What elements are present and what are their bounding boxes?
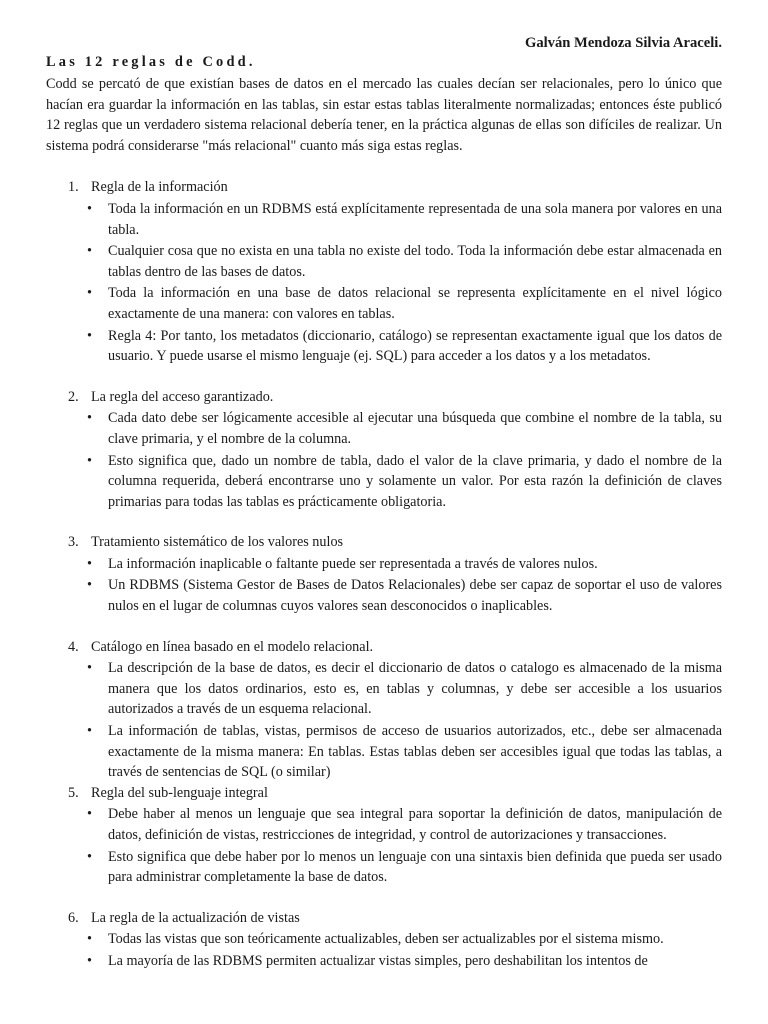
- rule-section: [46, 637, 722, 783]
- bullet-icon: •: [87, 952, 92, 969]
- bullet-icon: •: [87, 243, 92, 260]
- rule-title: Regla de la información: [91, 179, 228, 196]
- rule-heading: [46, 783, 722, 804]
- rule-section: [46, 177, 722, 366]
- rule-heading: [46, 637, 722, 658]
- rule-number: 3.: [68, 534, 79, 551]
- rule-heading: [46, 532, 722, 553]
- rule-number: 1.: [68, 179, 79, 196]
- bullet-text: Esto significa que debe haber por lo menos un lenguaje con una sintaxis bien definida que pueda ser usado para administrar completamente la base de datos.: [108, 848, 722, 886]
- list-item: [46, 575, 722, 616]
- bullet-icon: •: [87, 723, 92, 740]
- bullet-list: [46, 658, 722, 783]
- bullet-icon: •: [87, 577, 92, 594]
- bullet-text: Toda la información en una base de datos relacional se representa explícitamente en el nivel lógico exactamente de una manera: con valores en tablas.: [108, 285, 722, 322]
- rule-title: La regla del acceso garantizado.: [91, 388, 274, 405]
- bullet-text: Regla 4: Por tanto, los metadatos (diccionario, catálogo) se representan exactamente igual que los datos de usuario. Y puede usarse el mismo lenguaje (ej. SQL) para acceder a los datos y a los metadatos.: [108, 327, 722, 365]
- bullet-icon: •: [87, 555, 92, 572]
- list-item: [46, 451, 722, 513]
- list-item: [46, 804, 722, 845]
- rule-title: Catálogo en línea basado en el modelo relacional.: [91, 638, 374, 655]
- rule-number: 2.: [68, 388, 79, 405]
- bullet-icon: •: [87, 660, 92, 677]
- bullet-text: Cualquier cosa que no exista en una tabla no existe del todo. Toda la información debe estar almacenada en tablas dentro de las bases de datos.: [108, 243, 722, 280]
- list-item: [46, 847, 722, 888]
- bullet-list: [46, 929, 722, 971]
- bullet-list: [46, 804, 722, 887]
- bullet-icon: •: [87, 452, 92, 469]
- rule-section: [46, 783, 722, 888]
- bullet-list: [46, 554, 722, 617]
- list-item: [46, 283, 722, 324]
- bullet-text: Debe haber al menos un lenguaje que sea integral para soportar la definición de datos, manipulación de datos, definición de vistas, restricciones de integridad, y control de autorizaciones y transacciones.: [108, 806, 722, 843]
- rule-heading: [46, 387, 722, 408]
- author-name: Galván Mendoza Silvia Araceli.: [524, 35, 722, 51]
- rule-section: [46, 387, 722, 513]
- bullet-icon: •: [87, 327, 92, 344]
- bullet-text: Todas las vistas que son teóricamente actualizables, deben ser actualizables por el sistema mismo.: [108, 931, 664, 948]
- bullet-icon: •: [87, 806, 92, 823]
- list-item: [46, 658, 722, 720]
- list-item: [46, 554, 722, 575]
- bullet-text: Esto significa que, dado un nombre de tabla, dado el valor de la clave primaria, y dado el nombre de la columna requerida, deberá encontrarse uno y solamente un valor. Por esta razón la definición de claves primarias para todas las tablas es prácticamente obligatoria.: [108, 452, 722, 510]
- bullet-text: La información inaplicable o faltante puede ser representada a través de valores nulos.: [108, 555, 598, 572]
- rule-title: Tratamiento sistemático de los valores nulos: [91, 534, 344, 551]
- list-item: [46, 721, 722, 783]
- list-item: [46, 326, 722, 367]
- rule-title: La regla de la actualización de vistas: [91, 909, 300, 926]
- rule-number: 6.: [68, 909, 79, 926]
- list-item: [46, 241, 722, 282]
- intro-paragraph: Codd se percató de que existían bases de datos en el mercado las cuales decían ser relacionales, pero lo único que hacían era guardar la información en las tablas, sin estar estas tablas literalmente normalizadas; entonces éste publicó 12 reglas que un verdadero sistema relacional debería tener, en la práctica algunas de ellas son difíciles de realizar. Un sistema podrá considerarse "más relacional" cuanto más siga estas reglas.: [46, 76, 722, 154]
- bullet-icon: •: [87, 931, 92, 948]
- bullet-list: [46, 408, 722, 512]
- bullet-icon: •: [87, 285, 92, 302]
- document-title: Las 12 reglas de Codd.: [46, 54, 256, 70]
- bullet-icon: •: [87, 410, 92, 427]
- document-page: [46, 34, 722, 972]
- list-item: [46, 929, 722, 950]
- list-item: [46, 199, 722, 240]
- bullet-text: Un RDBMS (Sistema Gestor de Bases de Datos Relacionales) debe ser capaz de soportar el uso de valores nulos en el lugar de columnas cuyos valores sean desconocidos o inaplicables.: [108, 577, 722, 615]
- rule-number: 5.: [68, 784, 79, 801]
- rule-heading: [46, 177, 722, 198]
- rule-heading: [46, 908, 722, 929]
- bullet-text: Toda la información en un RDBMS está explícitamente representada de una sola manera por valores en una tabla.: [108, 200, 722, 238]
- bullet-text: La información de tablas, vistas, permisos de acceso de usuarios autorizados, etc., debe ser almacenada exactamente de la misma manera: En tablas. Estas tablas deben ser accesibles igual que todas las tablas, a través de sentencias de SQL (o similar): [108, 723, 722, 781]
- bullet-icon: •: [87, 848, 92, 865]
- bullet-text: La mayoría de las RDBMS permiten actualizar vistas simples, pero deshabilitan los intentos de: [108, 952, 648, 969]
- rule-section: [46, 532, 722, 616]
- list-item: [46, 951, 722, 972]
- bullet-text: Cada dato debe ser lógicamente accesible al ejecutar una búsqueda que combine el nombre de la tabla, su clave primaria, y el nombre de la columna.: [108, 410, 722, 447]
- rule-number: 4.: [68, 638, 79, 655]
- list-item: [46, 408, 722, 449]
- bullet-icon: •: [87, 200, 92, 217]
- rule-title: Regla del sub-lenguaje integral: [91, 784, 268, 801]
- rule-section: [46, 908, 722, 972]
- bullet-list: [46, 199, 722, 367]
- bullet-text: La descripción de la base de datos, es decir el diccionario de datos o catalogo es almacenado de la misma manera que los datos ordinarios, esto es, en tablas y columnas, y debe ser accesible a los usuarios autorizados a través de un esquema relacional.: [108, 660, 722, 718]
